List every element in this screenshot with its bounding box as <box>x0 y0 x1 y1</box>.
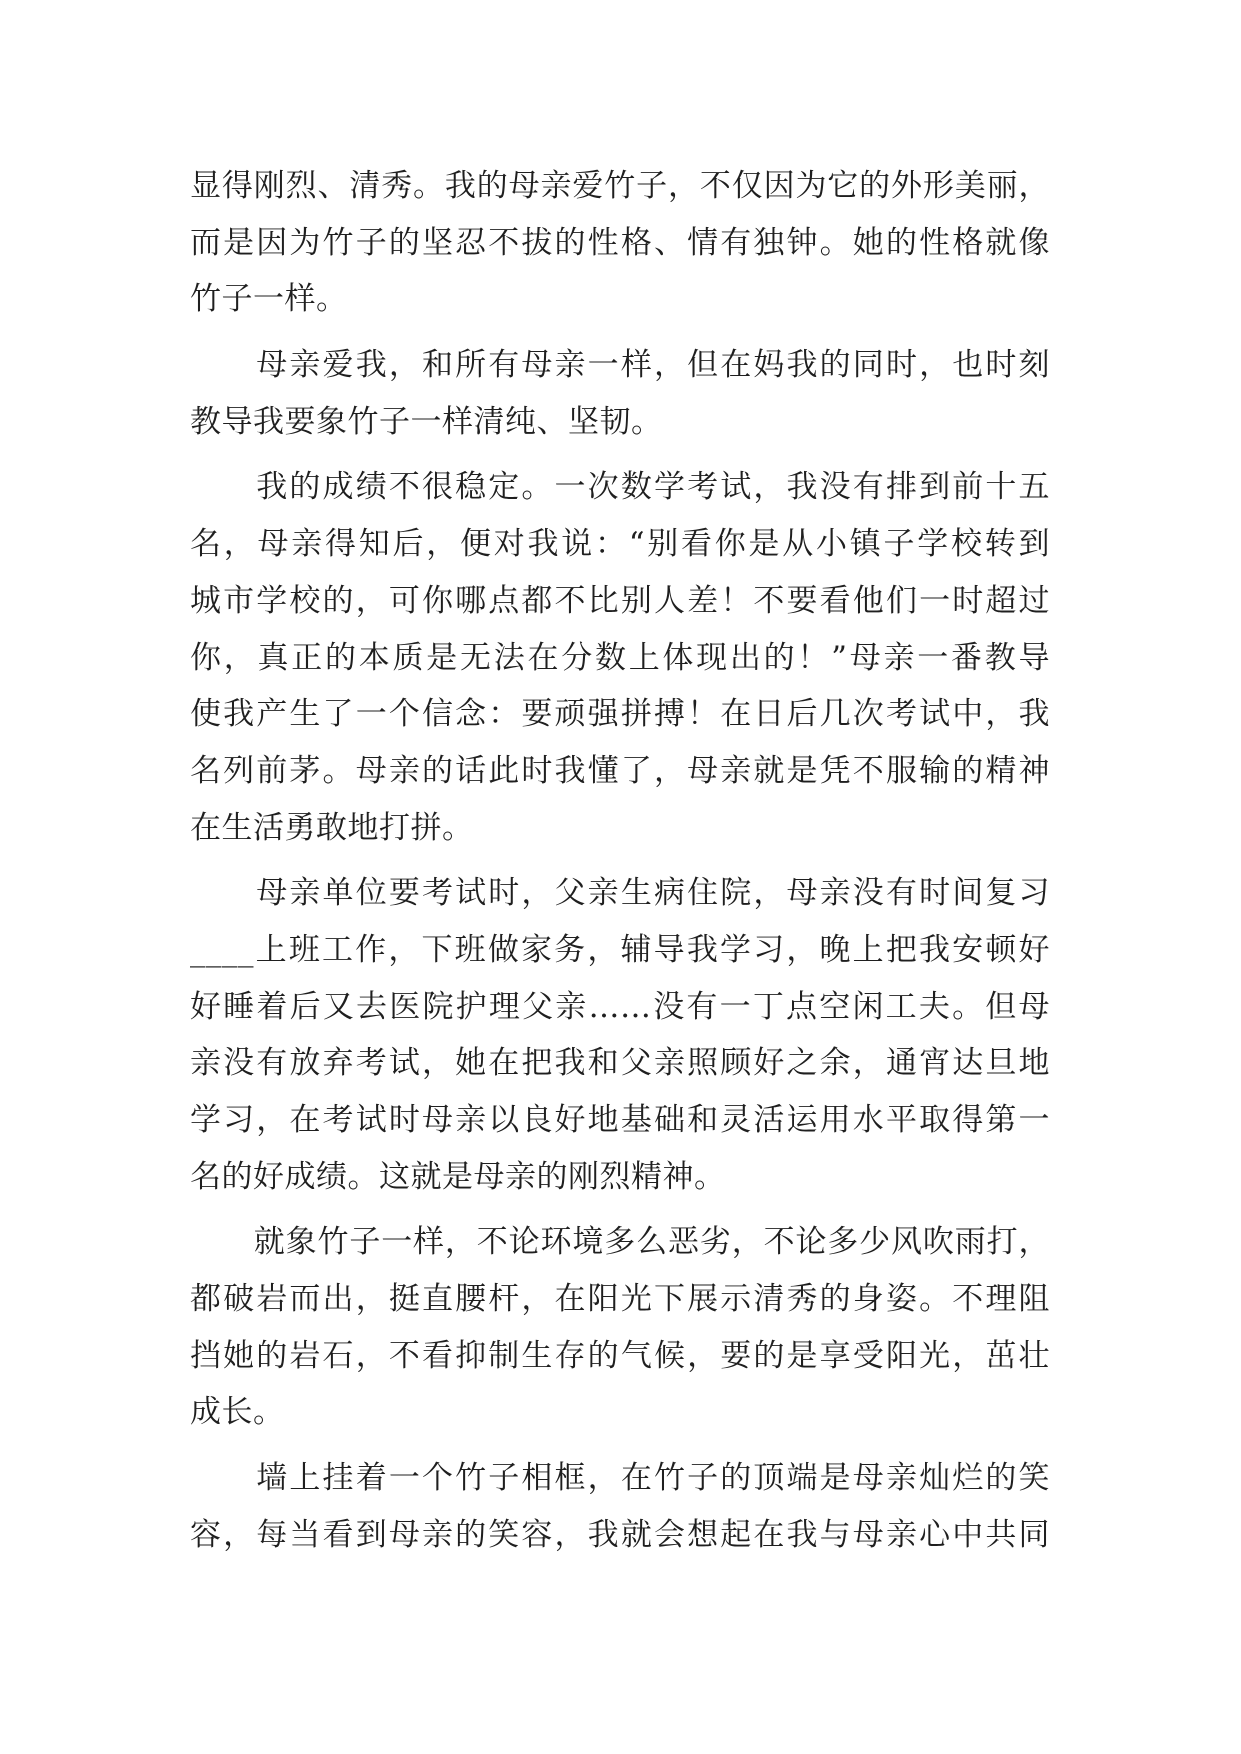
text-line: 你，真正的本质是无法在分数上体现出的！”母亲一番教导 <box>190 639 1050 676</box>
text-line: 显得刚烈、清秀。我的母亲爱竹子，不仅因为它的外形美丽， <box>190 168 1050 204</box>
paragraph <box>190 1450 1050 1563</box>
text-line: 就象竹子一样，不论环境多么恶劣，不论多少风吹雨打， <box>190 1224 1050 1261</box>
paragraph-spacer <box>190 1205 1050 1214</box>
text-line: 容，每当看到母亲的笑容，我就会想起在我与母亲心中共同 <box>190 1516 1050 1553</box>
text-line: 挡她的岩石，不看抑制生存的气候，要的是享受阳光，茁壮 <box>190 1337 1050 1374</box>
text-line: 而是因为竹子的坚忍不拔的性格、情有独钟。她的性格就像 <box>190 224 1050 261</box>
paragraph-spacer <box>190 450 1050 459</box>
text-line: 母亲爱我，和所有母亲一样，但在妈我的同时，也时刻 <box>190 347 1050 384</box>
text-line: 教导我要象竹子一样清纯、坚韧。 <box>190 403 663 440</box>
paragraph <box>190 459 1050 856</box>
text-line: 好睡着后又去医院护理父亲……没有一丁点空闲工夫。但母 <box>190 988 1050 1025</box>
paragraph <box>190 865 1050 1205</box>
text-line: 成长。 <box>190 1394 285 1431</box>
text-line: 在生活勇敢地打拼。 <box>190 809 474 846</box>
text-line: 亲没有放弃考试，她在把我和父亲照顾好之余，通宵达旦地 <box>190 1045 1050 1082</box>
paragraph <box>190 337 1050 450</box>
paragraph-spacer <box>190 856 1050 865</box>
text-line: 墙上挂着一个竹子相框，在竹子的顶端是母亲灿烂的笑 <box>190 1460 1050 1497</box>
text-line: 名，母亲得知后，便对我说：“别看你是从小镇子学校转到 <box>190 526 1050 563</box>
paragraph <box>190 1214 1050 1441</box>
document-body <box>190 158 1050 1564</box>
text-line: 竹子一样。 <box>190 281 348 318</box>
text-line: 城市学校的，可你哪点都不比别人差！不要看他们一时超过 <box>190 582 1050 619</box>
text-line: 学习，在考试时母亲以良好地基础和灵活运用水平取得第一 <box>190 1102 1050 1138</box>
text-line: 使我产生了一个信念：要顽强拼搏！在日后几次考试中，我 <box>190 696 1050 733</box>
text-line: 名的好成绩。这就是母亲的刚烈精神。 <box>190 1158 726 1195</box>
text-line: 都破岩而出，挺直腰杆，在阳光下展示清秀的身姿。不理阻 <box>190 1281 1050 1318</box>
paragraph-spacer <box>190 1441 1050 1450</box>
paragraph <box>190 158 1050 328</box>
text-line: 我的成绩不很稳定。一次数学考试，我没有排到前十五 <box>190 469 1050 506</box>
text-line: 母亲单位要考试时，父亲生病住院，母亲没有时间复习 <box>190 875 1050 912</box>
paragraph-spacer <box>190 328 1050 337</box>
text-line: 名列前茅。母亲的话此时我懂了，母亲就是凭不服输的精神 <box>190 752 1050 789</box>
text-line: ____上班工作，下班做家务，辅导我学习，晚上把我安顿好 <box>190 931 1050 968</box>
